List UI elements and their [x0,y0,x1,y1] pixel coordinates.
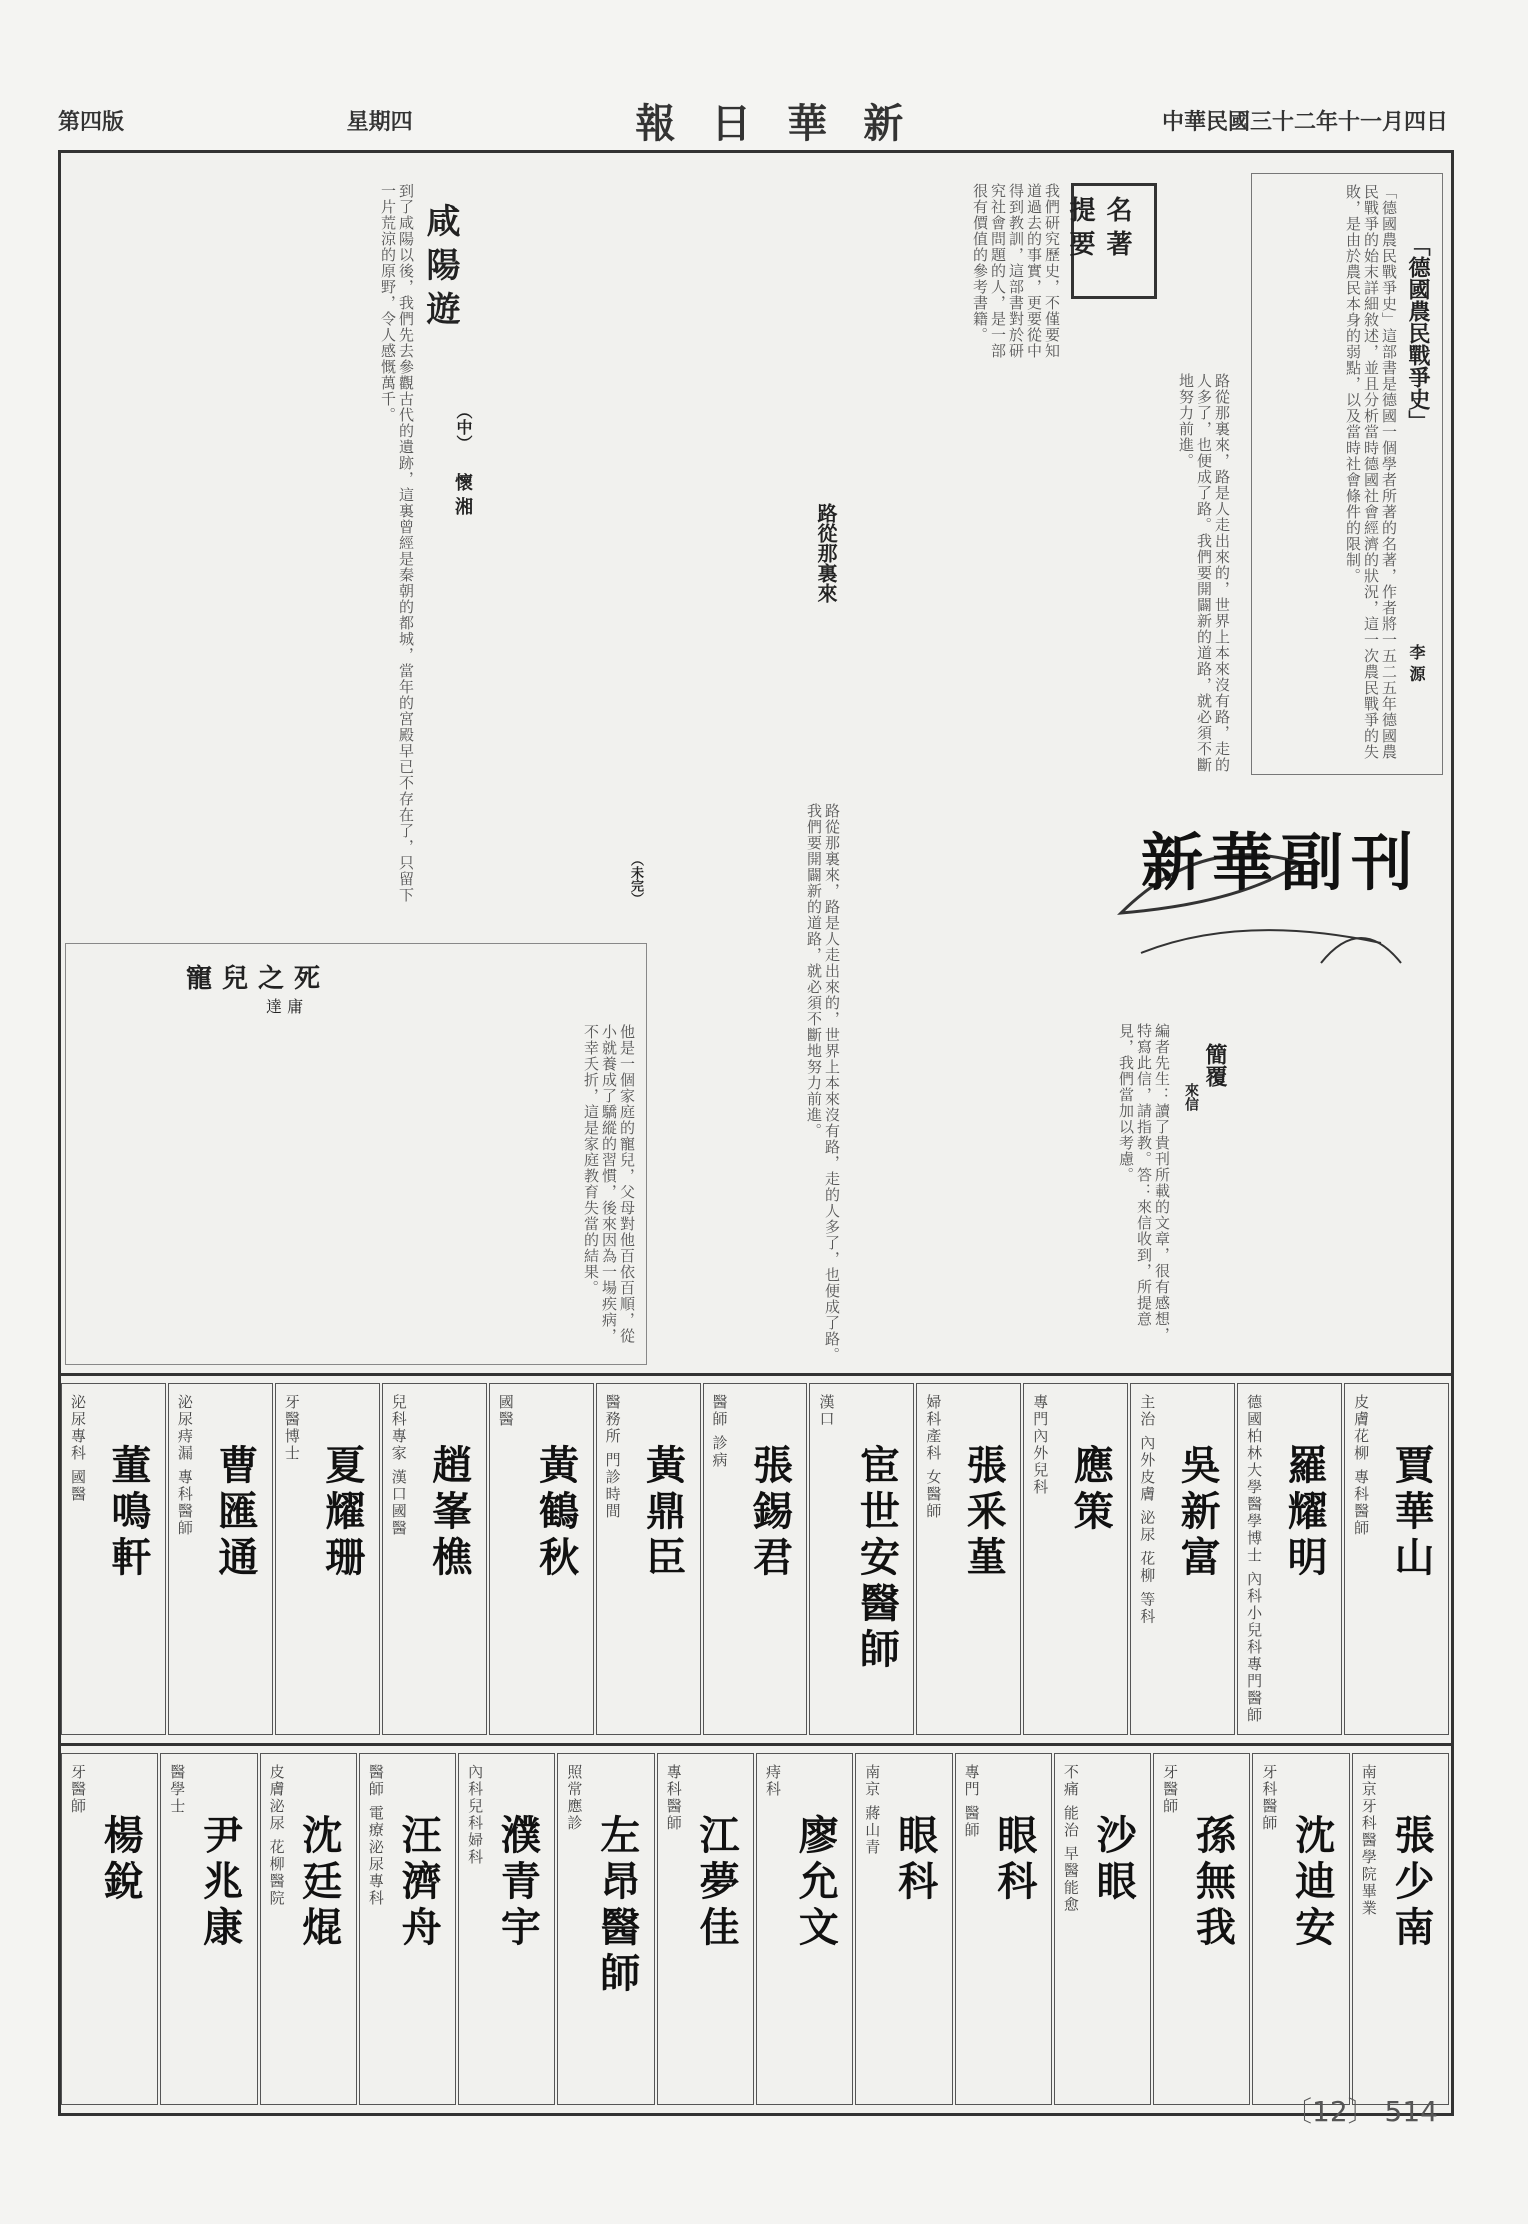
xianyang-continued: （未完） [628,853,643,905]
xianyang-author: 懷 湘 [452,473,473,516]
ad-subtitle: 醫師 電療泌尿專科 [366,1764,385,1907]
ad-box [1352,1753,1449,2105]
ad-name: 孫無我 [1189,1814,1237,1952]
ad-box [756,1753,853,2105]
article-body: 「德國農民戰爭史」這部書是德國一個學者所著的名著，作者將一五二五年德國農民戰爭的始末詳細敘述，並且分析當時德國社會經濟的狀況，這一次農民戰爭的失敗，是由於農民本身的弱點，以及當時社會條件的限制。 [1344,184,1398,760]
xianyang-body: 到了咸陽以後，我們先去參觀古代的遺跡，這裏曾經是秦朝的都城，當年的宮殿早已不存在了，只留下一片荒涼的原野，令人感慨萬千。 [379,183,415,903]
issue-date: 中華民國三十二年十一月四日 [1161,108,1448,135]
ad-name: 張錫君 [746,1444,794,1582]
ad-name: 眼科 [990,1814,1038,1906]
ad-box [61,1753,158,2105]
article-farmer-war [1251,173,1443,775]
article-child-death [65,943,647,1365]
ads-divider-2 [61,1743,1451,1746]
ads-row-2 [61,1749,1451,2109]
ad-name: 黃鶴秋 [532,1444,580,1582]
ad-subtitle: 德國柏林大學醫學博士 內科小兒科專門醫師 [1245,1394,1264,1724]
ad-subtitle: 國醫 [496,1394,515,1428]
ad-name: 張釆堇 [960,1444,1008,1582]
ad-box [557,1753,654,2105]
ad-box [1252,1753,1349,2105]
ad-name: 楊銳 [97,1814,145,1906]
ad-subtitle: 不痛 能治 早醫能愈 [1061,1764,1080,1914]
ad-name: 張少南 [1387,1814,1435,1952]
xianyang-title: 咸陽遊 [420,203,460,335]
ad-name: 曹匯通 [211,1444,259,1582]
ad-name: 趙峯樵 [425,1444,473,1582]
ad-subtitle: 皮膚泌尿 花柳醫院 [267,1764,286,1907]
ad-subtitle: 主治 內外皮膚 泌尿 花柳 等科 [1138,1394,1157,1626]
ad-name: 應策 [1067,1444,1115,1536]
ad-box [1237,1383,1342,1735]
article-letters [841,1023,1241,1363]
ad-name: 董鳴軒 [104,1444,152,1582]
ad-subtitle: 婦科產科 女醫師 [924,1394,943,1520]
ad-subtitle: 南京 蔣山青 [863,1764,882,1856]
ad-box [458,1753,555,2105]
ad-name: 沙眼 [1090,1814,1138,1906]
ad-box [809,1383,914,1735]
ad-subtitle: 南京牙科醫學院畢業 [1359,1764,1378,1917]
page-reference: 〔12〕 514 [1284,2095,1438,2128]
xianyang-part: （中） [454,403,473,451]
ad-box [1153,1753,1250,2105]
ad-subtitle: 牙醫師 [69,1764,87,1815]
newspaper-header [58,98,1448,147]
ad-subtitle: 牙醫博士 [282,1394,301,1462]
page-number: 第四版 [58,108,125,135]
newspaper-page [58,150,1454,2116]
ad-subtitle: 照常應診 [565,1764,584,1832]
ad-subtitle: 內科兒科婦科 [466,1764,485,1866]
ad-name: 濮青宇 [494,1814,542,1952]
ad-box [1130,1383,1235,1735]
ad-name: 左昂醫師 [593,1814,641,1998]
road-body: 路從那裏來，路是人走出來的，世界上本來沒有路，走的人多了，也便成了路。我們要開闢新的道路，就必須不斷地努力前進。 [1177,373,1231,773]
ad-subtitle: 專門 醫師 [962,1764,981,1839]
ad-name: 沈迪安 [1288,1814,1336,1952]
ad-subtitle: 兒科專家 漢口國醫 [389,1394,408,1537]
ad-name: 黃鼎臣 [639,1444,687,1582]
ad-subtitle: 皮膚花柳 專科醫師 [1352,1394,1371,1537]
ad-subtitle: 專門內外兒科 [1031,1394,1050,1496]
ads-row-1 [61,1379,1451,1739]
ad-name: 沈廷焜 [295,1814,343,1952]
child-death-author: 達 庸 [266,997,304,1016]
ad-box [703,1383,808,1735]
ad-box [596,1383,701,1735]
article-middle-body: 路從那裏來，路是人走出來的，世界上本來沒有路，走的人多了，也便成了路。我們要開闢新的道路，就必須不斷地努力前進。 [805,803,841,1363]
ad-name: 賈華山 [1387,1444,1435,1582]
ad-box [955,1753,1052,2105]
child-death-title: 寵兒之死 [186,964,331,994]
ad-name: 夏耀珊 [318,1444,366,1582]
ad-name: 宦世安醫師 [853,1444,901,1674]
letters-title: 簡覆 [1202,1043,1228,1087]
ad-box [489,1383,594,1735]
article-title: 「德國農民戰爭史」 [1405,234,1431,432]
ad-name: 吳新富 [1174,1444,1222,1582]
ads-divider [61,1373,1451,1376]
letters-subtitle: 來信 [1183,1083,1199,1111]
ad-box [1054,1753,1151,2105]
ad-subtitle: 痔科 [764,1764,782,1798]
ad-subtitle: 牙科醫師 [1260,1764,1279,1832]
ad-name: 廖允文 [792,1814,840,1952]
masthead: 報日華新 [635,99,940,147]
ad-name: 汪濟舟 [395,1814,443,1952]
ad-box [359,1753,456,2105]
letters-body: 編者先生：讀了貴刊所載的文章，很有感想，特寫此信，請指教。答：來信收到，所提意見，我們當加以考慮。 [1117,1023,1171,1343]
masterpiece-body: 我們研究歷史，不僅要知道過去的事實，更要從中得到教訓，這部書對於研究社會問題的人，是一部很有價值的參考書籍。 [971,183,1061,359]
ad-subtitle: 醫學士 [168,1764,187,1815]
road-title: 路從那裏來 [814,503,838,603]
ad-box [275,1383,380,1735]
ad-box [61,1383,166,1735]
ad-box [382,1383,487,1735]
ad-name: 羅耀明 [1281,1444,1329,1582]
ad-box [916,1383,1021,1735]
ad-subtitle: 牙醫師 [1161,1764,1180,1815]
child-death-body: 他是一個家庭的寵兒，父母對他百依百順，從小就養成了驕縱的習慣，後來因為一場疾病，不幸夭折，這是家庭教育失當的結果。 [582,1024,636,1344]
article-author: 李 源 [1407,644,1426,682]
masterpiece-label: 名著提要 [1065,196,1132,264]
ad-subtitle: 醫師 診病 [710,1394,729,1469]
supplement-masthead [1081,793,1441,1003]
ad-box [168,1383,273,1735]
ad-name: 眼科 [891,1814,939,1906]
weekday: 星期四 [346,108,413,135]
ad-box [855,1753,952,2105]
ad-box [657,1753,754,2105]
ad-box [160,1753,257,2105]
ad-box [1344,1383,1449,1735]
ad-subtitle: 醫務所 門診時間 [603,1394,622,1520]
ad-name: 尹兆康 [196,1814,244,1952]
ad-subtitle: 泌尿痔漏 專科醫師 [175,1394,194,1537]
article-road [681,373,1241,793]
masterpiece-box [1065,183,1157,299]
supplement-title: 新華副刊 [1141,826,1422,899]
ad-subtitle: 漢口 [817,1394,836,1428]
ad-box [260,1753,357,2105]
article-xianyang [65,173,665,933]
ad-box [1023,1383,1128,1735]
ad-subtitle: 泌尿專科 國醫 [69,1394,87,1503]
ad-name: 江夢佳 [692,1814,740,1952]
ad-subtitle: 專科醫師 [664,1764,683,1832]
